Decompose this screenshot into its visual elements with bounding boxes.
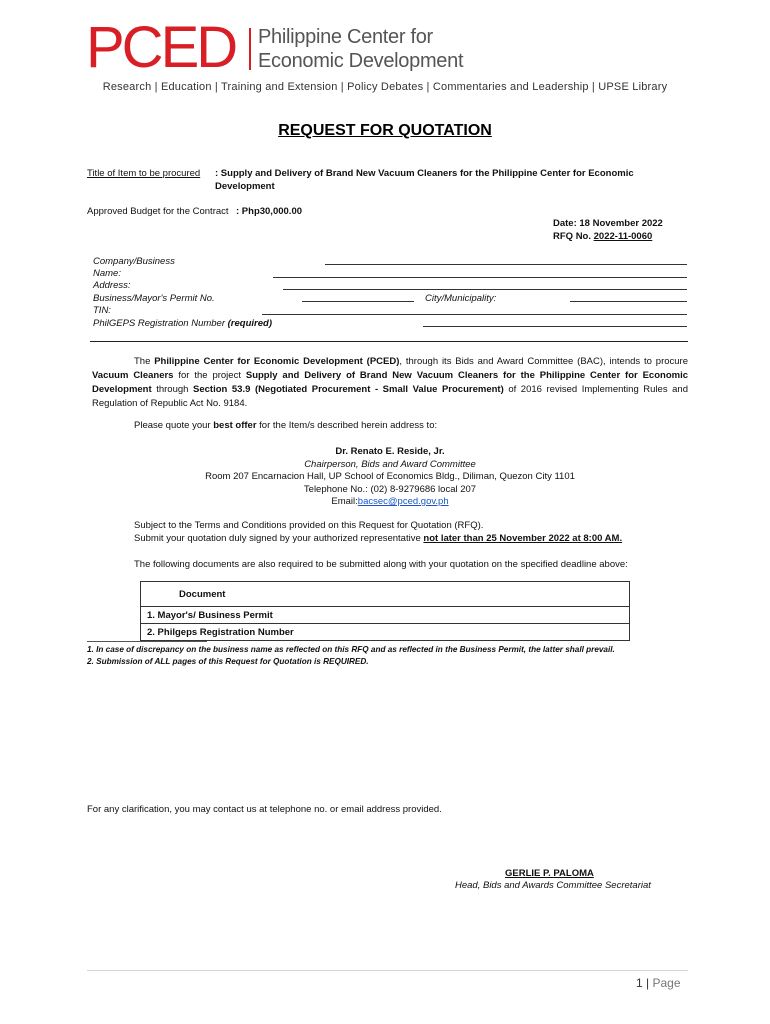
page-footer [636,976,681,990]
table-header-row [141,582,630,607]
rfq-number-line [553,231,652,242]
rfq-date: Date: 18 November 2022 [553,218,663,229]
tin-blank[interactable] [262,314,687,315]
table-header-document: Document [141,582,630,607]
logo-wordmark: PCED [86,15,236,80]
header-nav-links: Research | Education | Training and Extension | Policy Debates | Commentaries and Leadership | UPSE Library [102,81,668,93]
item-label: Title of Item to be procured [87,168,201,179]
company-name-blank-line2[interactable] [273,277,687,278]
email-link[interactable]: bacsec@pced.gov.ph [357,496,449,507]
table-row [141,624,630,641]
intro-paragraph [92,355,688,411]
intro-text-3: for the project [173,370,246,381]
addressee-role: Chairperson, Bids and Award Committee [304,459,476,470]
company-name-blank-line1[interactable] [325,264,687,265]
quote-emphasis: best offer [213,420,257,431]
table-row [141,607,630,624]
quote-text-2: for the Item/s described herein address to: [256,420,438,431]
note-2: 2. Submission of ALL pages of this Request for Quotation is REQUIRED. [87,657,369,666]
terms-line2 [134,533,622,544]
terms-line2-text: Submit your quotation duly signed by your authorized representative [134,533,424,544]
logo-divider [249,28,251,70]
company-label-line1: Company/Business [93,256,175,267]
addressee-phone: Telephone No.: (02) 8-9279686 local 207 [303,484,477,495]
terms-line1: Subject to the Terms and Conditions provided on this Request for Quotation (RFQ). [134,520,484,531]
page-title: REQUEST FOR QUOTATION [278,122,492,139]
table-cell-document: 1. Mayor's/ Business Permit [141,607,630,624]
intro-org: Philippine Center for Economic Development (PCED) [154,356,400,367]
page-separator: | [646,976,650,990]
addressee-address: Room 207 Encarnacion Hall, UP School of Economics Bldg., Diliman, Quezon City 1101 [205,471,575,482]
address-label: Address: [93,280,131,291]
footer-rule [87,970,688,971]
signatory-title: Head, Bids and Awards Committee Secretariat [455,880,651,891]
addressee-name: Dr. Renato E. Reside, Jr. [335,446,445,457]
intro-text-1: The [134,356,155,367]
rfq-number-label: RFQ No. [553,231,591,242]
budget-label: Approved Budget for the Contract [87,206,229,217]
philgeps-blank[interactable] [423,326,687,327]
city-blank[interactable] [570,301,687,302]
philgeps-label-line [93,318,272,329]
footnote-separator [87,641,207,642]
intro-section: Section 53.9 (Negotiated Procurement - Small Value Procurement) [193,384,504,395]
permit-label: Business/Mayor's Permit No. [93,293,215,304]
company-label-line2: Name: [93,268,121,279]
intro-text-5: of 2016 revised Implementing Rules and Regulation of Republic Act No. 9184. [92,384,689,409]
intro-item: Vacuum Cleaners [92,370,174,381]
philgeps-label: PhilGEPS Registration Number [93,318,225,329]
clarification-text: For any clarification, you may contact us at telephone no. or email address provided. [87,804,442,815]
addressee-email-line [0,496,770,507]
page-number: 1 [636,976,643,990]
item-value-line1: : Supply and Delivery of Brand New Vacuum Cleaners for the Philippine Center for Economic [215,168,634,179]
documents-intro: The following documents are also required to be submitted along with your quotation on the specified deadline above: [134,559,628,570]
table-cell-document: 2. Philgeps Registration Number [141,624,630,641]
logo-name-line1: Philippine Center for [258,26,433,48]
pced-logo [86,15,486,80]
logo-name-line2: Economic Development [258,50,464,72]
address-blank[interactable] [283,289,687,290]
city-label: City/Municipality: [425,293,497,304]
budget-value: : Php30,000.00 [236,206,303,217]
intro-text-2: , through its Bids and Award Committee (BAC), intends to procure [399,356,688,367]
philgeps-required: (required) [227,318,272,329]
rfq-number: 2022-11-0060 [593,231,653,242]
page-label: Page [652,976,681,990]
quote-text-1: Please quote your [134,420,214,431]
intro-text-4: through [151,384,194,395]
permit-blank[interactable] [302,301,414,302]
section-divider [90,341,688,342]
quote-instruction [134,420,437,431]
documents-table [140,581,630,641]
intro-project: Supply and Delivery of Brand New Vacuum Cleaners for the Philippine Center for Economic Development [92,370,688,395]
signatory-name: GERLIE P. PALOMA [505,868,594,879]
submission-deadline: not later than 25 November 2022 at 8:00 AM. [423,533,623,544]
item-value-line2: Development [215,181,275,192]
tin-label: TIN: [93,305,111,316]
email-label: Email: [331,496,358,507]
note-1: 1. In case of discrepancy on the business name as reflected on this RFQ and as reflected in the Business Permit, the latter shall prevail. [87,645,615,654]
